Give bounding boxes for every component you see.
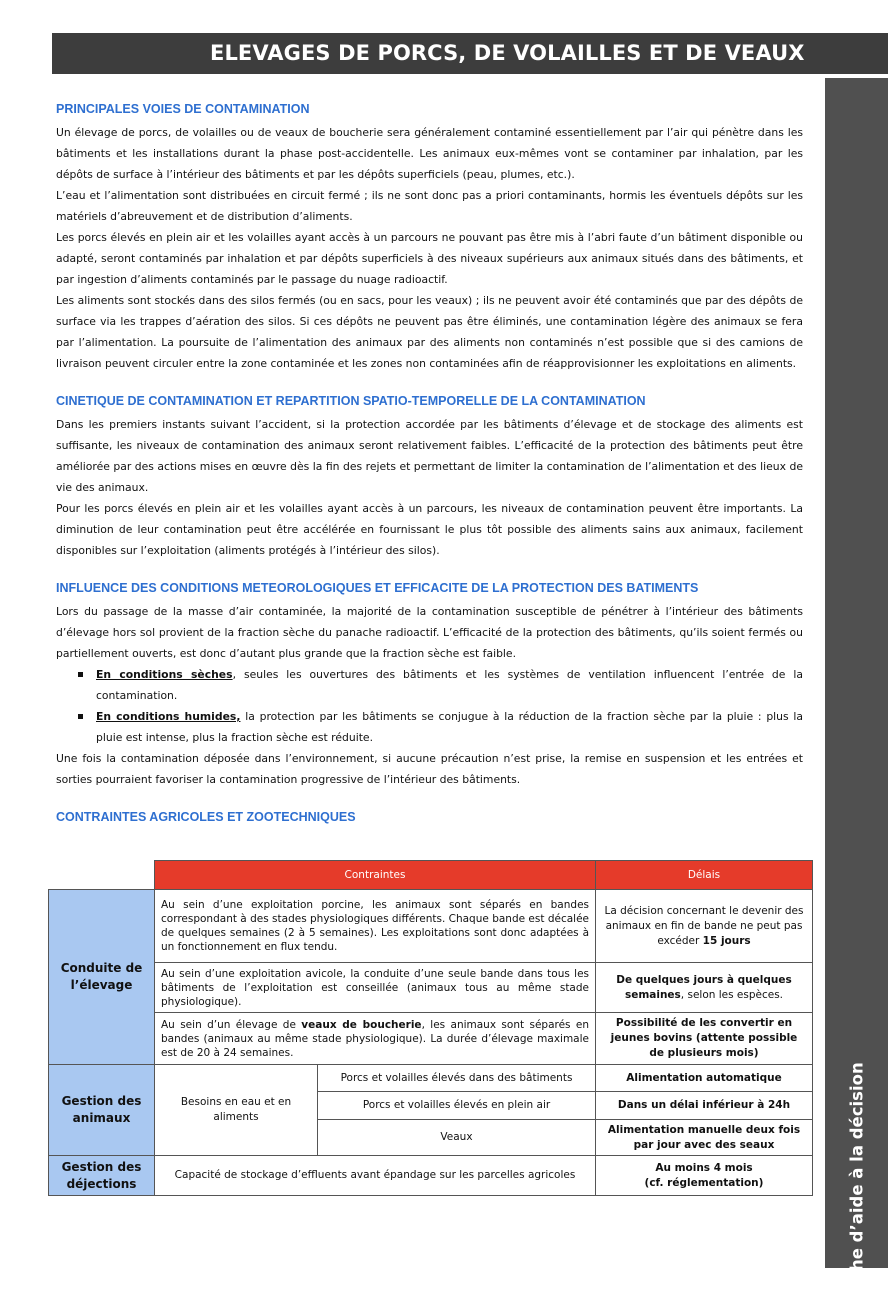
side-bar [825,78,888,1298]
document-body [56,102,803,830]
table-cell: La décision concernant le devenir des animaux en fin de bande ne peut pas excéder 15 jours [596,890,813,963]
header-delais: Délais [596,861,813,890]
constraints-table [48,860,813,1196]
paragraph: Les aliments sont stockés dans des silos fermés (ou en sacs, pour les veaux) ; ils ne peuvent avoir été contaminés que par des dépôts de surface via les trappes d’aération des silos. Si ces dépôts ne peuvent pas être éliminés, une contamination légère des animaux se fera par l’alimentation. La poursuite de l’alimentation des animaux par des aliments non contaminés n’est possible que si des camions de livraison peuvent circuler entre la zone contaminée et les zones non contaminées afin de réapprovisionner les exploitations en aliments. [56,294,803,370]
table-cell: Porcs et volailles élevés en plein air [318,1092,596,1120]
paragraph: Une fois la contamination déposée dans l’environnement, si aucune précaution n’est prise, la remise en suspension et les entrées et sorties pourraient favoriser la contamination progressive de l’intérieur des bâtiments. [56,752,803,786]
table-cell: Dans un délai inférieur à 24h [596,1092,813,1120]
table-cell: De quelques jours à quelques semaines, selon les espèces. [596,963,813,1013]
paragraph: L’eau et l’alimentation sont distribuées en circuit fermé ; ils ne sont donc pas a priori contaminants, hormis les éventuels dépôts sur les matériels d’abreuvement et de distribution d’aliments. [56,189,803,223]
section-title-voies: PRINCIPALES VOIES DE CONTAMINATION [56,102,310,116]
row-header-gestion-dejections: Gestion des déjections [49,1156,155,1196]
page-title: ELEVAGES DE PORCS, DE VOLAILLES ET DE VEAUX [210,41,805,65]
section-title-meteo: INFLUENCE DES CONDITIONS METEOROLOGIQUES ET EFFICACITE DE LA PROTECTION DES BATIMENTS [56,581,699,595]
table-cell: Veaux [318,1120,596,1156]
bullet-label: En conditions humides, [96,710,241,723]
table-cell: Possibilité de les convertir en jeunes bovins (attente possible de plusieurs mois) [596,1013,813,1065]
bullet-label: En conditions sèches [96,668,233,681]
paragraph: Dans les premiers instants suivant l’accident, si la protection accordée par les bâtiments d’élevage et de stockage des aliments est suffisante, les niveaux de contamination des animaux seront relativement faibles. L’efficacité de la protection des bâtiments peut être améliorée par des actions mises en œuvre dès la fin des rejets et permettant de limiter la contamination de l’alimentation et des lieux de vie des animaux. [56,418,803,494]
sidebar-label: Fiche d’aide à la décision [847,1062,866,1298]
paragraph: Lors du passage de la masse d’air contaminée, la majorité de la contamination susceptible de pénétrer à l’intérieur des bâtiments d’élevage hors sol provient de la fraction sèche du panache radioactif. L’efficacité de la protection des bâtiments, qu’ils soient fermés ou partiellement ouverts, est donc d’autant plus grande que la fraction sèche est faible. [56,605,803,660]
table-cell: Au sein d’une exploitation avicole, la conduite d’une seule bande dans tous les bâtiments de l’exploitation est conseillée (animaux tous au même stade physiologique). [155,963,596,1013]
table-cell: Capacité de stockage d’effluents avant épandage sur les parcelles agricoles [155,1156,596,1196]
paragraph: Les porcs élevés en plein air et les volailles ayant accès à un parcours ne pouvant pas être mis à l’abri faute d’un bâtiment disponible ou adapté, seront contaminés par inhalation et par dépôts superficiels à des niveaux supérieurs aux animaux situés dans des bâtiments, et par ingestion d’aliments contaminés par le passage du nuage radioactif. [56,231,803,286]
table-cell: Alimentation automatique [596,1065,813,1092]
bullet-text: , seules les ouvertures des bâtiments et les systèmes de ventilation influencent l’entrée de la contamination. [96,668,803,702]
bullet-text: la protection par les bâtiments se conjugue à la réduction de la fraction sèche par la pluie : plus la pluie est intense, plus la fraction sèche est réduite. [96,710,804,744]
list-item [96,706,803,748]
paragraph: Pour les porcs élevés en plein air et les volailles ayant accès à un parcours, les niveaux de contamination peuvent être importants. La diminution de leur contamination peut être accélérée en fournissant le plus tôt possible des aliments sains aux animaux, facilement disponibles sur l’exploitation (aliments protégés à l’intérieur des silos). [56,502,803,557]
table-cell: Au sein d’une exploitation porcine, les animaux sont séparés en bandes correspondant à des stades physiologiques différents. Chaque bande est décalée de quelques semaines (2 à 5 semaines). Les exploitations sont donc adaptées à un fonctionnement en flux tendu. [155,890,596,963]
row-header-conduite: Conduite de l’élevage [49,890,155,1065]
table-cell: Porcs et volailles élevés dans des bâtiments [318,1065,596,1092]
paragraph: Un élevage de porcs, de volailles ou de veaux de boucherie sera généralement contaminé essentiellement par l’air qui pénètre dans les bâtiments et les installations durant la phase post-accidentelle. Les animaux eux-mêmes vont se contaminer par inhalation, par les dépôts de surface à l’intérieur des bâtiments et par les dépôts superficiels (peau, plumes, etc.). [56,126,803,181]
table-cell: Au moins 4 mois (cf. réglementation) [596,1156,813,1196]
section-title-contraintes: CONTRAINTES AGRICOLES ET ZOOTECHNIQUES [56,810,356,824]
section-title-cinetique: CINETIQUE DE CONTAMINATION ET REPARTITION SPATIO-TEMPORELLE DE LA CONTAMINATION [56,394,646,408]
bullet-list [56,664,803,748]
row-header-gestion-animaux: Gestion des animaux [49,1065,155,1156]
header-contraintes: Contraintes [155,861,596,890]
list-item [96,664,803,706]
table-cell: Besoins en eau et en aliments [155,1065,318,1156]
table-cell: Alimentation manuelle deux fois par jour avec des seaux [596,1120,813,1156]
title-bar [52,33,888,74]
table-cell: Au sein d’un élevage de veaux de boucherie, les animaux sont séparés en bandes (animaux au même stade physiologique). La durée d’élevage maximale est de 20 à 24 semaines. [155,1013,596,1065]
